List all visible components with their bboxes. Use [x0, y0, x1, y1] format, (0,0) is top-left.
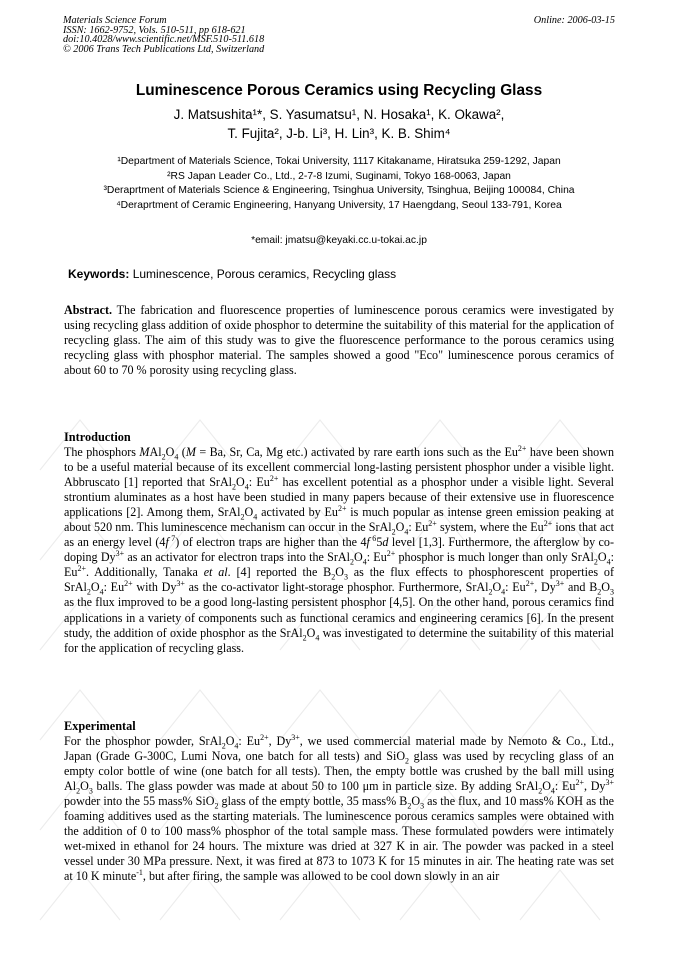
abstract — [64, 303, 614, 378]
journal-name: Materials Science Forum — [63, 15, 167, 26]
author-list — [0, 105, 678, 143]
intro-body: The phosphors $MAl_2O_4$ (M = Ba, Sr, Ca, Mg etc.) activated by rare earth ions such as the $Eu^{2+}$ have been shown to be a useful material because of its excellent commercial long-lasting persistent phosphor under a visible light. Abbruscato [1] reported that $SrAl_2O_4$: $Eu^{2+}$ has excellent potential as a phosphor under a visible light. Several strontium aluminates as a host have been studied in many papers because of their extensive use in fluorescence applications [2]. Among them, $SrAl_2O_4$ activated by $Eu^{2+}$ is much popular as intense green emission peaking at about 520 nm. This luminescence mechanism can occur in the $SrAl_2O_4$: $Eu^{2+}$ system, where the $Eu^{2+}$ ions that act as an energy level (4f $^7$) of electron traps are higher than the 4f $^6$5d level [1,3]. Furthermore, the afterglow by co-doping $Dy^{3+}$ as an activator for electron traps into the $SrAl_2O_4$: $Eu^{2+}$ phosphor is much longer than only $SrAl_2O_4$: $Eu^{2+}$. Additionally, Tanaka et al. [4] reported the $B_2O_3$ as the flux effects to phosphorescent properties of $SrAl_2O_4$: $Eu^{2+}$ with $Dy^{3+}$ as the co-activator light-storage phosphor. Furthermore, $SrAl_2O_4$: $Eu^{2+}$, $Dy^{3+}$ and $B_2O_3$ as the flux improved to be a good long-lasting persistent phosphor [4,5]. On the other hand, porous ceramics find applications in a variety of components such as functional ceramics and engineering ceramics [6]. In the present study, the addition of oxide phosphor as the $SrAl_2O_4$ was investigated to determine the suitability of this material for the application of recycling glass. — [64, 443, 615, 655]
intro-heading: Introduction — [64, 430, 131, 444]
abstract-label: Abstract. — [64, 303, 113, 317]
affiliation-3: ³Deraprtment of Materials Science & Engineering, Tsinghua University, Tsinghua, Beijing 100084, China — [103, 185, 575, 197]
affiliation-2: ²RS Japan Leader Co., Ltd., 2-7-8 Izumi, Suginami, Tokyo 168-0063, Japan — [167, 170, 511, 182]
authors-line-2: T. Fujita², J-b. Li³, H. Lin³, K. B. Shim⁴ — [227, 126, 451, 141]
experimental-heading: Experimental — [64, 719, 136, 733]
experimental-body: For the phosphor powder, $SrAl_2O_4$: $Eu^{2+}$, $Dy^{3+}$, we used commercial material made by Nemoto & Co., Ltd., Japan (Grade G-300C, Lumi Nova, one batch for all tests) and SiO$_2$ glass was used by recycling glass of an empty color bottle of wine (one batch for all tests). Then, the empty bottle was crushed by the ball mill using $Al_2O_3$ balls. The glass powder was made at about 50 to 100 μm in particle size. By adding $SrAl_2O_4$: $Eu^{2+}$, $Dy^{3+}$ powder into the 55 mass% SiO$_2$ glass of the empty bottle, 35 mass% $B_2O_3$ as the flux, and 10 mass% KOH as the foaming additives used as the starting materials. The luminescence porous ceramics samples were obtained with the addition of 0 to 100 mass% phosphor of the total sample mass. These formulated powders were intimately wet-mixed in ethanol for 24 hours. The mixture was dried at 327 K in air. The powder was packed in a steel vessel under 30 MPa pressure. Next, it was fired at 873 to 1073 K for 15 minutes in air. The heating rate was set at 10 K minute$^{-1}$, but after firing, the sample was allowed to be cool down slowly in an air — [64, 732, 614, 884]
keywords-text: Luminescence, Porous ceramics, Recycling glass — [132, 267, 397, 281]
issn-line: ISSN: 1662-9752, Vols. 510-511, pp 618-621 — [63, 24, 246, 36]
journal-header — [63, 16, 264, 54]
online-date: Online: 2006-03-15 — [533, 15, 615, 26]
keywords-label: Keywords: — [68, 267, 130, 281]
paper-title: Luminescence Porous Ceramics using Recycling Glass — [135, 82, 543, 99]
affiliations — [0, 155, 678, 213]
authors-line-1: J. Matsushita¹*, S. Yasumatsu¹, N. Hosaka¹, K. Okawa², — [173, 107, 505, 122]
affiliation-1: ¹Department of Materials Science, Tokai University, 1117 Kitakaname, Hiratsuka 259-1292, Japan — [117, 156, 561, 167]
keywords — [68, 267, 396, 281]
copyright-line: © 2006 Trans Tech Publications Ltd, Switzerland — [63, 43, 265, 55]
affiliation-4: ⁴Deraprtment of Ceramic Engineering, Hanyang University, 17 Haengdang, Seoul 133-791, Korea — [116, 199, 562, 211]
corresponding-email[interactable]: *email: jmatsu@keyaki.cc.u-tokai.ac.jp — [251, 235, 427, 246]
abstract-text: The fabrication and fluorescence properties of luminescence porous ceramics were investigated by using recycling glass addition of oxide phosphor to determine the suitability of this material for the application of recycling glass. The aim of this study was to give the fluorescence performance to the porous ceramics using recycling glass with phosphor material. The samples showed a good "Eco" luminescence porous ceramics of about 60 to 70 % porosity using recycling glass. — [64, 303, 614, 378]
doi-line: doi:10.4028/www.scientific.net/MSF.510-511.618 — [63, 34, 265, 46]
